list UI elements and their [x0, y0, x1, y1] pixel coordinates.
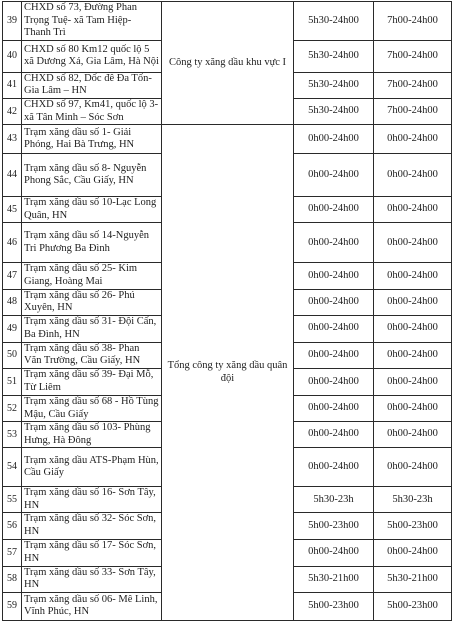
hours-weekday: 0h00-24h00: [294, 289, 374, 315]
row-number: 45: [3, 197, 22, 223]
station-name: CHXD số 97, Km41, quốc lộ 3- xã Tân Minh – Sóc Sơn: [22, 98, 162, 124]
row-number: 57: [3, 539, 22, 566]
station-name: Trạm xăng dầu số 1- Giải Phóng, Hai Bà Trưng, HN: [22, 125, 162, 154]
hours-weekday: 0h00-24h00: [294, 342, 374, 368]
row-number: 53: [3, 422, 22, 448]
hours-weekend: 7h00-24h00: [374, 72, 452, 98]
row-number: 47: [3, 263, 22, 289]
station-name: Trạm xăng dầu ATS-Phạm Hùn, Cầu Giấy: [22, 448, 162, 487]
station-name: Trạm xăng dầu số 26- Phú Xuyên, HN: [22, 289, 162, 315]
hours-weekday: 5h30-21h00: [294, 566, 374, 592]
hours-weekday: 0h00-24h00: [294, 315, 374, 342]
hours-weekend: 0h00-24h00: [374, 368, 452, 395]
station-name: Trạm xăng dầu số 8- Nguyễn Phong Sắc, Cầu Giấy, HN: [22, 154, 162, 197]
hours-weekend: 7h00-24h00: [374, 98, 452, 124]
station-name: Trạm xăng dầu số 103- Phùng Hưng, Hà Đông: [22, 422, 162, 448]
hours-weekday: 5h00-23h00: [294, 592, 374, 620]
hours-weekday: 0h00-24h00: [294, 368, 374, 395]
hours-weekend: 5h00-23h00: [374, 513, 452, 539]
station-hours-table: [2, 1, 452, 621]
row-number: 56: [3, 513, 22, 539]
hours-weekday: 5h00-23h00: [294, 513, 374, 539]
hours-weekday: 5h30-23h: [294, 487, 374, 513]
row-number: 55: [3, 487, 22, 513]
hours-weekend: 0h00-24h00: [374, 223, 452, 263]
hours-weekday: 0h00-24h00: [294, 223, 374, 263]
company-cell-group2: Tổng công ty xăng dầu quân đội: [162, 125, 294, 621]
row-number: 39: [3, 2, 22, 41]
table-row: [3, 125, 452, 154]
station-name: Trạm xăng dầu số 06- Mê Linh, Vĩnh Phúc, HN: [22, 592, 162, 620]
hours-weekend: 0h00-24h00: [374, 395, 452, 421]
hours-weekend: 0h00-24h00: [374, 263, 452, 289]
row-number: 48: [3, 289, 22, 315]
hours-weekday: 0h00-24h00: [294, 197, 374, 223]
row-number: 41: [3, 72, 22, 98]
station-name: CHXD số 82, Dốc đê Đa Tốn- Gia Lâm – HN: [22, 72, 162, 98]
hours-weekend: 0h00-24h00: [374, 539, 452, 566]
row-number: 46: [3, 223, 22, 263]
row-number: 54: [3, 448, 22, 487]
hours-weekday: 0h00-24h00: [294, 125, 374, 154]
row-number: 59: [3, 592, 22, 620]
hours-weekend: 0h00-24h00: [374, 197, 452, 223]
row-number: 49: [3, 315, 22, 342]
row-number: 44: [3, 154, 22, 197]
station-name: Trạm xăng dầu số 16- Sơn Tây, HN: [22, 487, 162, 513]
row-number: 40: [3, 40, 22, 72]
hours-weekend: 5h00-23h00: [374, 592, 452, 620]
row-number: 52: [3, 395, 22, 421]
station-name: CHXD số 73, Đường Phan Trọng Tuệ- xã Tam Hiệp- Thanh Trì: [22, 2, 162, 41]
hours-weekend: 0h00-24h00: [374, 154, 452, 197]
hours-weekend: 5h30-23h: [374, 487, 452, 513]
row-number: 58: [3, 566, 22, 592]
table-row: [3, 2, 452, 41]
station-name: Trạm xăng dầu số 14-Nguyễn Tri Phương Ba Đình: [22, 223, 162, 263]
document-page: [2, 1, 451, 638]
row-number: 51: [3, 368, 22, 395]
hours-weekday: 0h00-24h00: [294, 263, 374, 289]
hours-weekday: 0h00-24h00: [294, 539, 374, 566]
station-name: Trạm xăng dầu số 17- Sóc Sơn, HN: [22, 539, 162, 566]
hours-weekend: 7h00-24h00: [374, 40, 452, 72]
station-name: CHXD số 80 Km12 quốc lộ 5 xã Dương Xá, Gia Lâm, Hà Nội: [22, 40, 162, 72]
hours-weekday: 5h30-24h00: [294, 98, 374, 124]
hours-weekend: 0h00-24h00: [374, 448, 452, 487]
station-name: Trạm xăng dầu số 39- Đại Mỗ, Từ Liêm: [22, 368, 162, 395]
row-number: 42: [3, 98, 22, 124]
hours-weekday: 5h30-24h00: [294, 72, 374, 98]
hours-weekend: 0h00-24h00: [374, 422, 452, 448]
station-name: Trạm xăng dầu số 68 - Hồ Tùng Mậu, Cầu Giấy: [22, 395, 162, 421]
hours-weekend: 0h00-24h00: [374, 125, 452, 154]
hours-weekday: 0h00-24h00: [294, 422, 374, 448]
station-name: Trạm xăng dầu số 25- Kim Giang, Hoàng Mai: [22, 263, 162, 289]
hours-weekday: 0h00-24h00: [294, 154, 374, 197]
station-name: Trạm xăng dầu số 38- Phan Văn Trường, Cầu Giấy, HN: [22, 342, 162, 368]
station-name: Trạm xăng dầu số 32- Sóc Sơn, HN: [22, 513, 162, 539]
row-number: 50: [3, 342, 22, 368]
hours-weekday: 5h30-24h00: [294, 2, 374, 41]
hours-weekend: 0h00-24h00: [374, 289, 452, 315]
hours-weekend: 7h00-24h00: [374, 2, 452, 41]
hours-weekend: 0h00-24h00: [374, 342, 452, 368]
hours-weekend: 5h30-21h00: [374, 566, 452, 592]
station-name: Trạm xăng dầu số 31- Đội Cấn, Ba Đình, HN: [22, 315, 162, 342]
row-number: 43: [3, 125, 22, 154]
station-name: Trạm xăng dầu số 10-Lạc Long Quân, HN: [22, 197, 162, 223]
company-cell-group1: Công ty xăng dầu khu vực I: [162, 2, 294, 125]
hours-weekday: 0h00-24h00: [294, 395, 374, 421]
hours-weekday: 0h00-24h00: [294, 448, 374, 487]
hours-weekday: 5h30-24h00: [294, 40, 374, 72]
station-name: Trạm xăng dầu số 33- Sơn Tây, HN: [22, 566, 162, 592]
hours-weekend: 0h00-24h00: [374, 315, 452, 342]
